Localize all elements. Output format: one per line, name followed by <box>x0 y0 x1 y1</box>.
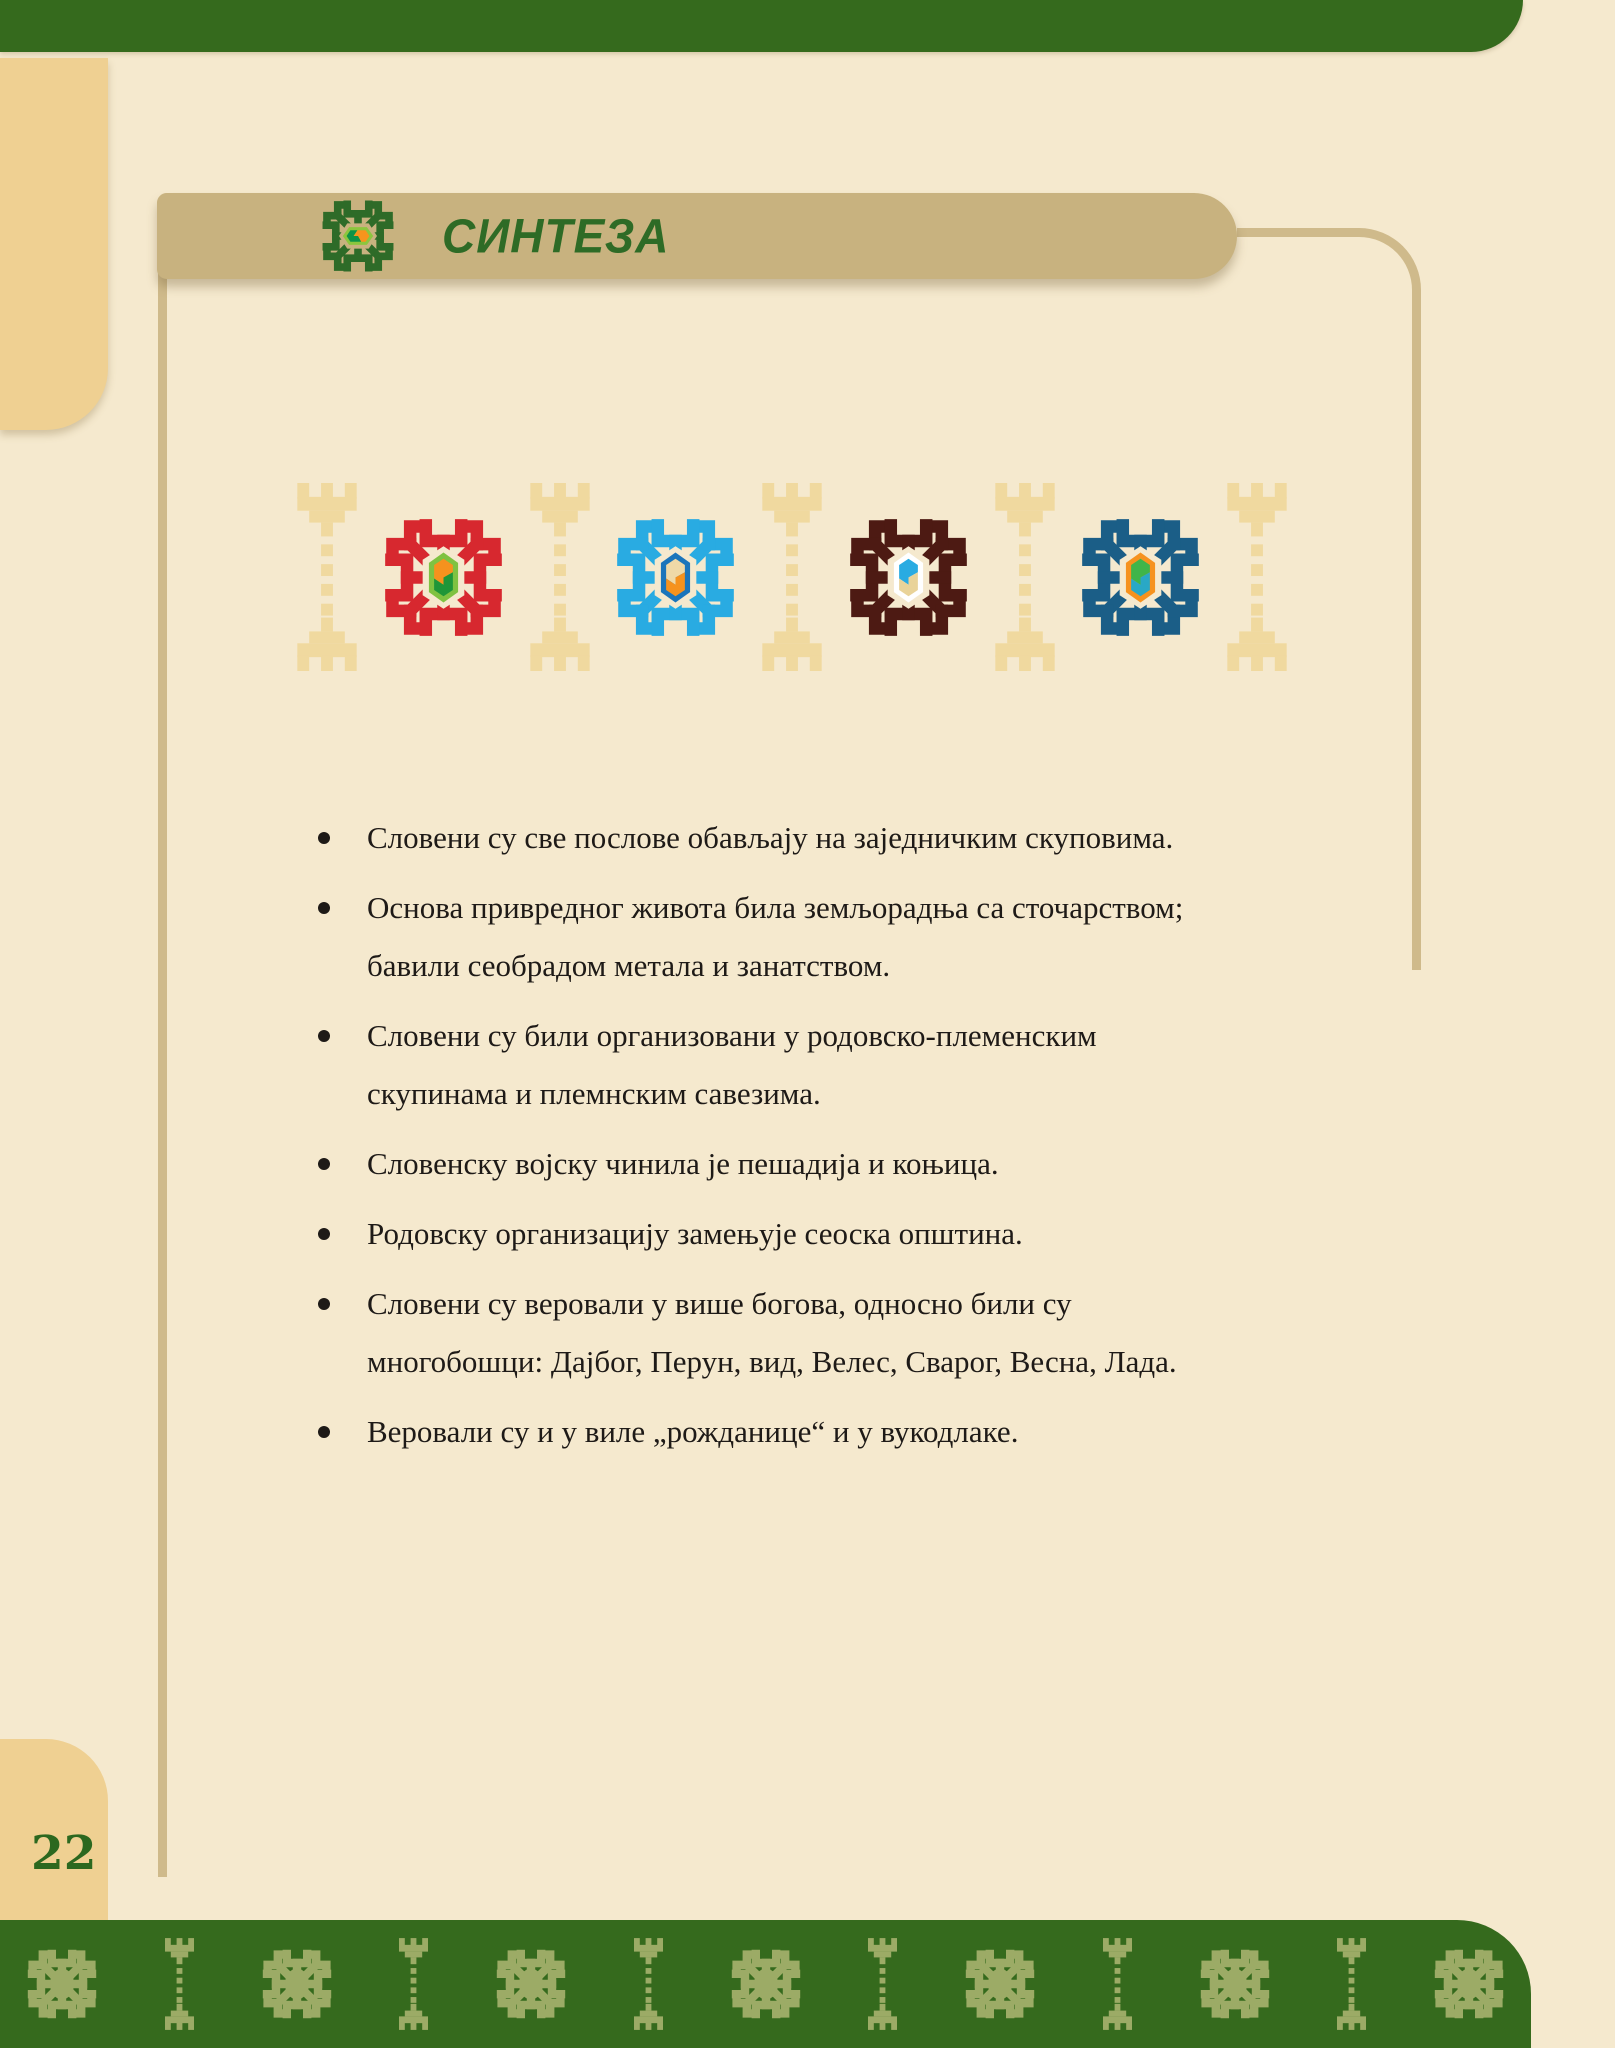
footer-snowflake-icon <box>964 1948 1036 2020</box>
list-item: Основа привредног живота била земљорадња са сточарством; бавили сеобрадом метала и занатством. <box>310 879 1290 995</box>
pillar-separator-icon <box>296 483 358 671</box>
ornament-row <box>296 483 1288 671</box>
pillar-separator-icon <box>529 483 591 671</box>
folk-ornament-red-icon <box>381 515 506 640</box>
list-item: Родовску организацију замењује сеоска општина. <box>310 1205 1290 1263</box>
footer-bar <box>0 1920 1531 2048</box>
list-item: Словени су све послове обављају на заједничким скуповима. <box>310 809 1290 867</box>
synthesis-ornament-icon <box>320 196 396 276</box>
folk-ornament-brown-icon <box>846 515 971 640</box>
folk-ornament-navy-icon <box>1078 515 1203 640</box>
pillar-separator-icon <box>994 483 1056 671</box>
footer-pillar-icon <box>868 1936 897 2032</box>
top-left-corner-strip <box>0 58 108 430</box>
list-item: Словени су били организовани у родовско-племенским скупинама и племнским савезима. <box>310 1007 1290 1123</box>
footer-snowflake-icon <box>495 1948 567 2020</box>
footer-pillar-icon <box>1337 1936 1366 2032</box>
list-item: Веровали су и у виле „рожданице“ и у вукодлаке. <box>310 1403 1290 1461</box>
page-title: СИНТЕЗА <box>442 208 670 264</box>
page-number: 22 <box>31 1826 97 1881</box>
footer-pillar-icon <box>399 1936 428 2032</box>
header-bar <box>0 0 1523 52</box>
frame-line-left <box>158 250 167 1877</box>
footer-snowflake-icon <box>1433 1948 1505 2020</box>
footer-ornament-pattern <box>0 1920 1531 2048</box>
footer-pillar-icon <box>165 1936 194 2032</box>
folk-ornament-lightblue-icon <box>613 515 738 640</box>
list-item: Словени су веровали у више богова, односно били су многобошци: Дајбог, Перун, вид, Велес, Сварог, Весна, Лада. <box>310 1275 1290 1391</box>
synthesis-bullet-list <box>310 809 1290 1473</box>
footer-snowflake-icon <box>261 1948 333 2020</box>
pillar-separator-icon <box>761 483 823 671</box>
footer-snowflake-icon <box>26 1948 98 2020</box>
section-banner <box>157 193 1237 279</box>
list-item: Словенску војску чинила је пешадија и коњица. <box>310 1135 1290 1193</box>
footer-snowflake-icon <box>1199 1948 1271 2020</box>
footer-pillar-icon <box>634 1936 663 2032</box>
footer-snowflake-icon <box>730 1948 802 2020</box>
footer-pillar-icon <box>1103 1936 1132 2032</box>
frame-line-right <box>1237 228 1421 970</box>
